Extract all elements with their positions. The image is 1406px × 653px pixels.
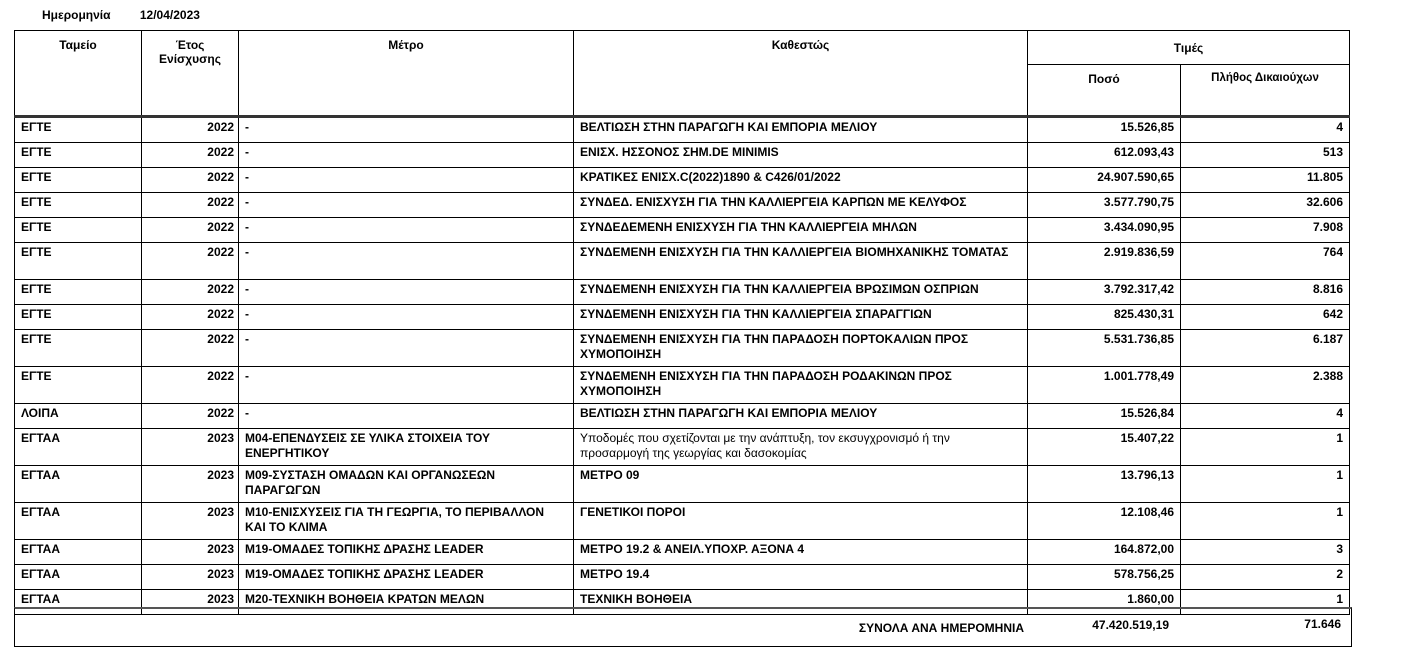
cell-measure: - bbox=[239, 243, 574, 280]
cell-scheme: ΣΥΝΔΕΔ. ΕΝΙΣΧΥΣΗ ΓΙΑ ΤΗΝ ΚΑΛΛΙΕΡΓΕΙΑ ΚΑΡΠΩΝ ΜΕ ΚΕΛΥΦΟΣ bbox=[574, 193, 1028, 218]
cell-beneficiaries: 7.908 bbox=[1181, 218, 1350, 243]
cell-beneficiaries: 1 bbox=[1181, 590, 1350, 615]
cell-measure: - bbox=[239, 330, 574, 367]
cell-fund: ΕΓΤΕ bbox=[15, 243, 142, 280]
table-row bbox=[15, 243, 1350, 280]
table-row bbox=[15, 218, 1350, 243]
table-row bbox=[15, 280, 1350, 305]
cell-measure: - bbox=[239, 280, 574, 305]
table-row bbox=[15, 117, 1350, 143]
cell-scheme: ΤΕΧΝΙΚΗ ΒΟΗΘΕΙΑ bbox=[574, 590, 1028, 615]
table-row bbox=[15, 330, 1350, 367]
cell-fund: ΕΓΤΑΑ bbox=[15, 429, 142, 466]
totals-row bbox=[14, 607, 1352, 647]
cell-year: 2022 bbox=[142, 117, 239, 143]
cell-scheme: ΒΕΛΤΙΩΣΗ ΣΤΗΝ ΠΑΡΑΓΩΓΗ ΚΑΙ ΕΜΠΟΡΙΑ ΜΕΛΙΟΥ bbox=[574, 404, 1028, 429]
cell-year: 2022 bbox=[142, 218, 239, 243]
totals-label: ΣΥΝΟΛΑ ΑΝΑ ΗΜΕΡΟΜΗΝΙΑ bbox=[858, 621, 1024, 635]
cell-year: 2023 bbox=[142, 503, 239, 540]
cell-amount: 3.577.790,75 bbox=[1028, 193, 1181, 218]
cell-measure: - bbox=[239, 143, 574, 168]
table-row bbox=[15, 193, 1350, 218]
cell-fund: ΕΓΤΕ bbox=[15, 117, 142, 143]
table-row bbox=[15, 503, 1350, 540]
cell-year: 2023 bbox=[142, 540, 239, 565]
table-row bbox=[15, 429, 1350, 466]
date-label: Ημερομηνία bbox=[42, 8, 111, 22]
cell-scheme: ΚΡΑΤΙΚΕΣ ΕΝΙΣΧ.C(2022)1890 & C426/01/2022 bbox=[574, 168, 1028, 193]
cell-measure: - bbox=[239, 168, 574, 193]
cell-year: 2022 bbox=[142, 243, 239, 280]
cell-amount: 15.407,22 bbox=[1028, 429, 1181, 466]
cell-fund: ΕΓΤΕ bbox=[15, 305, 142, 330]
cell-year: 2022 bbox=[142, 305, 239, 330]
cell-year: 2022 bbox=[142, 193, 239, 218]
cell-fund: ΕΓΤΕ bbox=[15, 330, 142, 367]
cell-measure: - bbox=[239, 117, 574, 143]
cell-scheme: ΜΕΤΡΟ 19.4 bbox=[574, 565, 1028, 590]
cell-scheme: ΣΥΝΔΕΜΕΝΗ ΕΝΙΣΧΥΣΗ ΓΙΑ ΤΗΝ ΚΑΛΛΙΕΡΓΕΙΑ ΣΠΑΡΑΓΓΙΩΝ bbox=[574, 305, 1028, 330]
totals-count: 71.646 bbox=[1304, 617, 1341, 631]
cell-amount: 578.756,25 bbox=[1028, 565, 1181, 590]
cell-beneficiaries: 513 bbox=[1181, 143, 1350, 168]
cell-fund: ΕΓΤΑΑ bbox=[15, 565, 142, 590]
cell-beneficiaries: 4 bbox=[1181, 404, 1350, 429]
cell-scheme: ΓΕΝΕΤΙΚΟΙ ΠΟΡΟΙ bbox=[574, 503, 1028, 540]
cell-fund: ΕΓΤΑΑ bbox=[15, 540, 142, 565]
cell-measure: Μ04-ΕΠΕΝΔΥΣΕΙΣ ΣΕ ΥΛΙΚΑ ΣΤΟΙΧΕΙΑ ΤΟΥ ΕΝΕΡΓΗΤΙΚΟΥ bbox=[239, 429, 574, 466]
col-measure: Μέτρο bbox=[239, 31, 574, 117]
cell-year: 2023 bbox=[142, 590, 239, 615]
cell-fund: ΕΓΤΑΑ bbox=[15, 590, 142, 615]
cell-amount: 612.093,43 bbox=[1028, 143, 1181, 168]
cell-fund: ΛΟΙΠΑ bbox=[15, 404, 142, 429]
table-row bbox=[15, 367, 1350, 404]
col-fund: Ταμείο bbox=[15, 31, 142, 117]
cell-year: 2022 bbox=[142, 404, 239, 429]
cell-year: 2022 bbox=[142, 143, 239, 168]
col-scheme: Καθεστώς bbox=[574, 31, 1028, 117]
cell-amount: 1.860,00 bbox=[1028, 590, 1181, 615]
cell-fund: ΕΓΤΕ bbox=[15, 143, 142, 168]
cell-measure: Μ19-ΟΜΑΔΕΣ ΤΟΠΙΚΗΣ ΔΡΑΣΗΣ LEADER bbox=[239, 565, 574, 590]
cell-measure: - bbox=[239, 404, 574, 429]
cell-amount: 2.919.836,59 bbox=[1028, 243, 1181, 280]
cell-measure: - bbox=[239, 218, 574, 243]
cell-year: 2023 bbox=[142, 466, 239, 503]
cell-fund: ΕΓΤΕ bbox=[15, 218, 142, 243]
col-amount: Ποσό bbox=[1028, 65, 1181, 117]
cell-scheme: ΣΥΝΔΕΜΕΝΗ ΕΝΙΣΧΥΣΗ ΓΙΑ ΤΗΝ ΚΑΛΛΙΕΡΓΕΙΑ ΒΡΩΣΙΜΩΝ ΟΣΠΡΙΩΝ bbox=[574, 280, 1028, 305]
cell-scheme: ΣΥΝΔΕΜΕΝΗ ΕΝΙΣΧΥΣΗ ΓΙΑ ΤΗΝ ΚΑΛΛΙΕΡΓΕΙΑ ΒΙΟΜΗΧΑΝΙΚΗΣ ΤΟΜΑΤΑΣ bbox=[574, 243, 1028, 280]
cell-beneficiaries: 4 bbox=[1181, 117, 1350, 143]
cell-beneficiaries: 6.187 bbox=[1181, 330, 1350, 367]
cell-scheme: ΜΕΤΡΟ 19.2 & ΑΝΕΙΛ.ΥΠΟΧΡ. ΑΞΟΝΑ 4 bbox=[574, 540, 1028, 565]
cell-year: 2022 bbox=[142, 168, 239, 193]
cell-beneficiaries: 2.388 bbox=[1181, 367, 1350, 404]
cell-beneficiaries: 11.805 bbox=[1181, 168, 1350, 193]
cell-amount: 3.792.317,42 bbox=[1028, 280, 1181, 305]
cell-fund: ΕΓΤΕ bbox=[15, 280, 142, 305]
table-row bbox=[15, 565, 1350, 590]
cell-year: 2022 bbox=[142, 330, 239, 367]
table-row bbox=[15, 466, 1350, 503]
cell-measure: Μ10-ΕΝΙΣΧΥΣΕΙΣ ΓΙΑ ΤΗ ΓΕΩΡΓΙΑ, ΤΟ ΠΕΡΙΒΑΛΛΟΝ ΚΑΙ ΤΟ ΚΛΙΜΑ bbox=[239, 503, 574, 540]
cell-amount: 13.796,13 bbox=[1028, 466, 1181, 503]
col-beneficiaries: Πλήθος Δικαιούχων bbox=[1181, 65, 1350, 117]
cell-fund: ΕΓΤΕ bbox=[15, 367, 142, 404]
totals-amount: 47.420.519,19 bbox=[1092, 618, 1169, 632]
col-values-group: Τιμές bbox=[1028, 31, 1350, 65]
table-row bbox=[15, 305, 1350, 330]
cell-beneficiaries: 764 bbox=[1181, 243, 1350, 280]
cell-scheme: ΣΥΝΔΕΜΕΝΗ ΕΝΙΣΧΥΣΗ ΓΙΑ ΤΗΝ ΠΑΡΑΔΟΣΗ ΠΟΡΤΟΚΑΛΙΩΝ ΠΡΟΣ ΧΥΜΟΠΟΙΗΣΗ bbox=[574, 330, 1028, 367]
table-row bbox=[15, 143, 1350, 168]
cell-amount: 15.526,84 bbox=[1028, 404, 1181, 429]
cell-measure: Μ09-ΣΥΣΤΑΣΗ ΟΜΑΔΩΝ ΚΑΙ ΟΡΓΑΝΩΣΕΩΝ ΠΑΡΑΓΩΓΩΝ bbox=[239, 466, 574, 503]
table-row bbox=[15, 540, 1350, 565]
cell-beneficiaries: 642 bbox=[1181, 305, 1350, 330]
cell-measure: - bbox=[239, 305, 574, 330]
cell-beneficiaries: 2 bbox=[1181, 565, 1350, 590]
table-row bbox=[15, 404, 1350, 429]
cell-amount: 12.108,46 bbox=[1028, 503, 1181, 540]
cell-measure: - bbox=[239, 367, 574, 404]
cell-amount: 3.434.090,95 bbox=[1028, 218, 1181, 243]
payments-table bbox=[14, 30, 1350, 615]
cell-scheme: ΕΝΙΣΧ. ΗΣΣΟΝΟΣ ΣΗΜ.DE MINIMIS bbox=[574, 143, 1028, 168]
cell-beneficiaries: 1 bbox=[1181, 466, 1350, 503]
cell-beneficiaries: 1 bbox=[1181, 429, 1350, 466]
cell-year: 2023 bbox=[142, 429, 239, 466]
cell-year: 2022 bbox=[142, 367, 239, 404]
cell-amount: 825.430,31 bbox=[1028, 305, 1181, 330]
cell-amount: 24.907.590,65 bbox=[1028, 168, 1181, 193]
cell-measure: - bbox=[239, 193, 574, 218]
cell-scheme: ΣΥΝΔΕΔΕΜΕΝΗ ΕΝΙΣΧΥΣΗ ΓΙΑ ΤΗΝ ΚΑΛΛΙΕΡΓΕΙΑ ΜΗΛΩΝ bbox=[574, 218, 1028, 243]
cell-fund: ΕΓΤΑΑ bbox=[15, 503, 142, 540]
col-year: Έτος Ενίσχυσης bbox=[142, 31, 239, 117]
report-date bbox=[42, 8, 200, 22]
cell-amount: 1.001.778,49 bbox=[1028, 367, 1181, 404]
cell-year: 2022 bbox=[142, 280, 239, 305]
cell-amount: 5.531.736,85 bbox=[1028, 330, 1181, 367]
cell-scheme: Υποδομές που σχετίζονται με την ανάπτυξη, τον εκσυγχρονισμό ή την προσαρμογή της γεωργίας και δασοκομίας bbox=[574, 429, 1028, 466]
cell-beneficiaries: 3 bbox=[1181, 540, 1350, 565]
cell-beneficiaries: 32.606 bbox=[1181, 193, 1350, 218]
table-row bbox=[15, 168, 1350, 193]
cell-amount: 164.872,00 bbox=[1028, 540, 1181, 565]
cell-beneficiaries: 1 bbox=[1181, 503, 1350, 540]
cell-scheme: ΜΕΤΡΟ 09 bbox=[574, 466, 1028, 503]
cell-fund: ΕΓΤΕ bbox=[15, 193, 142, 218]
cell-amount: 15.526,85 bbox=[1028, 117, 1181, 143]
cell-measure: Μ20-ΤΕΧΝΙΚΗ ΒΟΗΘΕΙΑ ΚΡΑΤΩΝ ΜΕΛΩΝ bbox=[239, 590, 574, 615]
cell-fund: ΕΓΤΕ bbox=[15, 168, 142, 193]
cell-scheme: ΣΥΝΔΕΜΕΝΗ ΕΝΙΣΧΥΣΗ ΓΙΑ ΤΗΝ ΠΑΡΑΔΟΣΗ ΡΟΔΑΚΙΝΩΝ ΠΡΟΣ ΧΥΜΟΠΟΙΗΣΗ bbox=[574, 367, 1028, 404]
date-value: 12/04/2023 bbox=[139, 8, 200, 22]
cell-year: 2023 bbox=[142, 565, 239, 590]
cell-fund: ΕΓΤΑΑ bbox=[15, 466, 142, 503]
cell-measure: Μ19-ΟΜΑΔΕΣ ΤΟΠΙΚΗΣ ΔΡΑΣΗΣ LEADER bbox=[239, 540, 574, 565]
cell-beneficiaries: 8.816 bbox=[1181, 280, 1350, 305]
cell-scheme: ΒΕΛΤΙΩΣΗ ΣΤΗΝ ΠΑΡΑΓΩΓΗ ΚΑΙ ΕΜΠΟΡΙΑ ΜΕΛΙΟΥ bbox=[574, 117, 1028, 143]
